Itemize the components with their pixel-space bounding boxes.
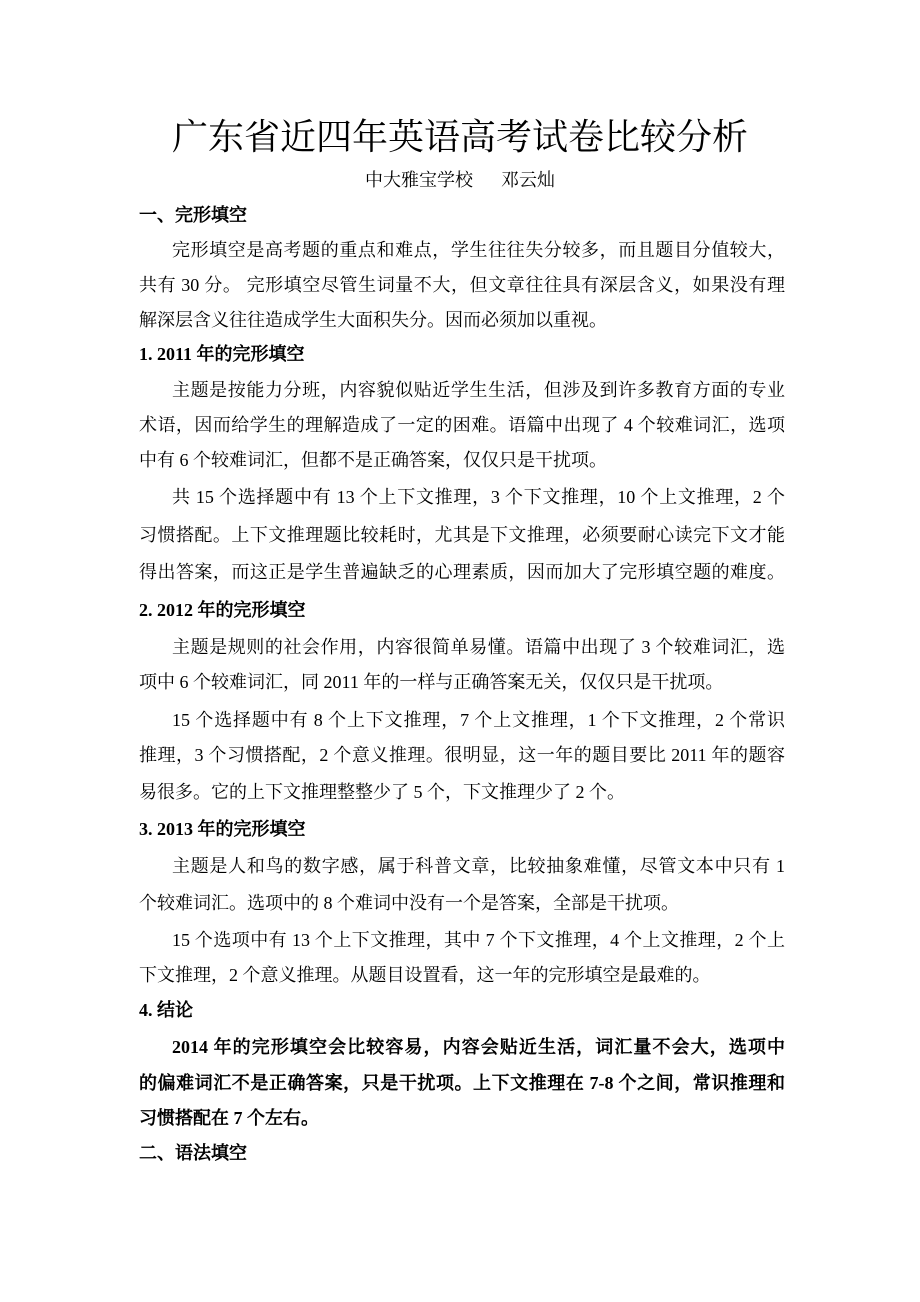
paragraph-line: 术语，因而给学生的理解造成了一定的困难。语篇中出现了 4 个较难词汇，选项 [139,415,785,435]
subsection-heading: 2. 2012 年的完形填空 [139,600,306,620]
conclusion-line: 2014 年的完形填空会比较容易，内容会贴近生活，词汇量不会大，选项中 [172,1037,785,1057]
paragraph-line: 15 个选择题中有 8 个上下文推理，7 个上文推理，1 个下文推理，2 个常识 [172,710,785,730]
paragraph-line: 中有 6 个较难词汇，但都不是正确答案，仅仅只是干扰项。 [139,450,607,470]
paragraph-line: 主题是按能力分班，内容貌似贴近学生生活，但涉及到许多教育方面的专业 [172,380,785,400]
document-title: 广东省近四年英语高考试卷比较分析 [171,117,748,157]
paragraph-line: 完形填空是高考题的重点和难点，学生往往失分较多，而且题目分值较大， [172,240,785,260]
paragraph-line: 易很多。它的上下文推理整整少了 5 个，下文推理少了 2 个。 [139,782,625,802]
subsection-heading: 4. 结论 [139,1000,193,1020]
paragraph-line: 共 15 个选择题中有 13 个上下文推理，3 个下文推理，10 个上文推理，2 个 [172,487,785,507]
conclusion-line: 习惯搭配在 7 个左右。 [139,1108,319,1128]
paragraph-line: 个较难词汇。选项中的 8 个难词中没有一个是答案，全部是干扰项。 [139,893,679,913]
paragraph-line: 得出答案，而这正是学生普遍缺乏的心理素质，因而加大了完形填空题的难度。 [139,562,785,582]
section-heading: 一、完形填空 [139,205,247,225]
school-name: 中大雅宝学校 [365,170,473,190]
paragraph-line: 15 个选项中有 13 个上下文推理，其中 7 个下文推理，4 个上文推理，2 个上 [172,930,785,950]
paragraph-line: 解深层含义往往造成学生大面积失分。因而必须加以重视。 [139,310,607,330]
section-heading: 二、语法填空 [139,1143,247,1163]
paragraph-line: 习惯搭配。上下文推理题比较耗时，尤其是下文推理，必须要耐心读完下文才能 [139,525,785,545]
byline [0,167,920,193]
paragraph-line: 主题是人和鸟的数字感，属于科普文章，比较抽象难懂，尽管文本中只有 1 [172,856,785,876]
subsection-heading: 3. 2013 年的完形填空 [139,819,306,839]
subsection-heading: 1. 2011 年的完形填空 [139,344,305,364]
author-name: 邓云灿 [501,170,555,190]
paragraph-line: 推理，3 个习惯搭配，2 个意义推理。很明显，这一年的题目要比 2011 年的题容 [139,745,785,765]
paragraph-line: 主题是规则的社会作用，内容很简单易懂。语篇中出现了 3 个较难词汇，选 [172,637,785,657]
paragraph-line: 项中 6 个较难词汇，同 2011 年的一样与正确答案无关，仅仅只是干扰项。 [139,672,724,692]
paragraph-line: 下文推理，2 个意义推理。从题目设置看，这一年的完形填空是最难的。 [139,965,711,985]
conclusion-line: 的偏难词汇不是正确答案，只是干扰项。上下文推理在 7-8 个之间，常识推理和 [139,1073,785,1093]
paragraph-line: 共有 30 分。 完形填空尽管生词量不大，但文章往往具有深层含义，如果没有理 [139,275,785,295]
